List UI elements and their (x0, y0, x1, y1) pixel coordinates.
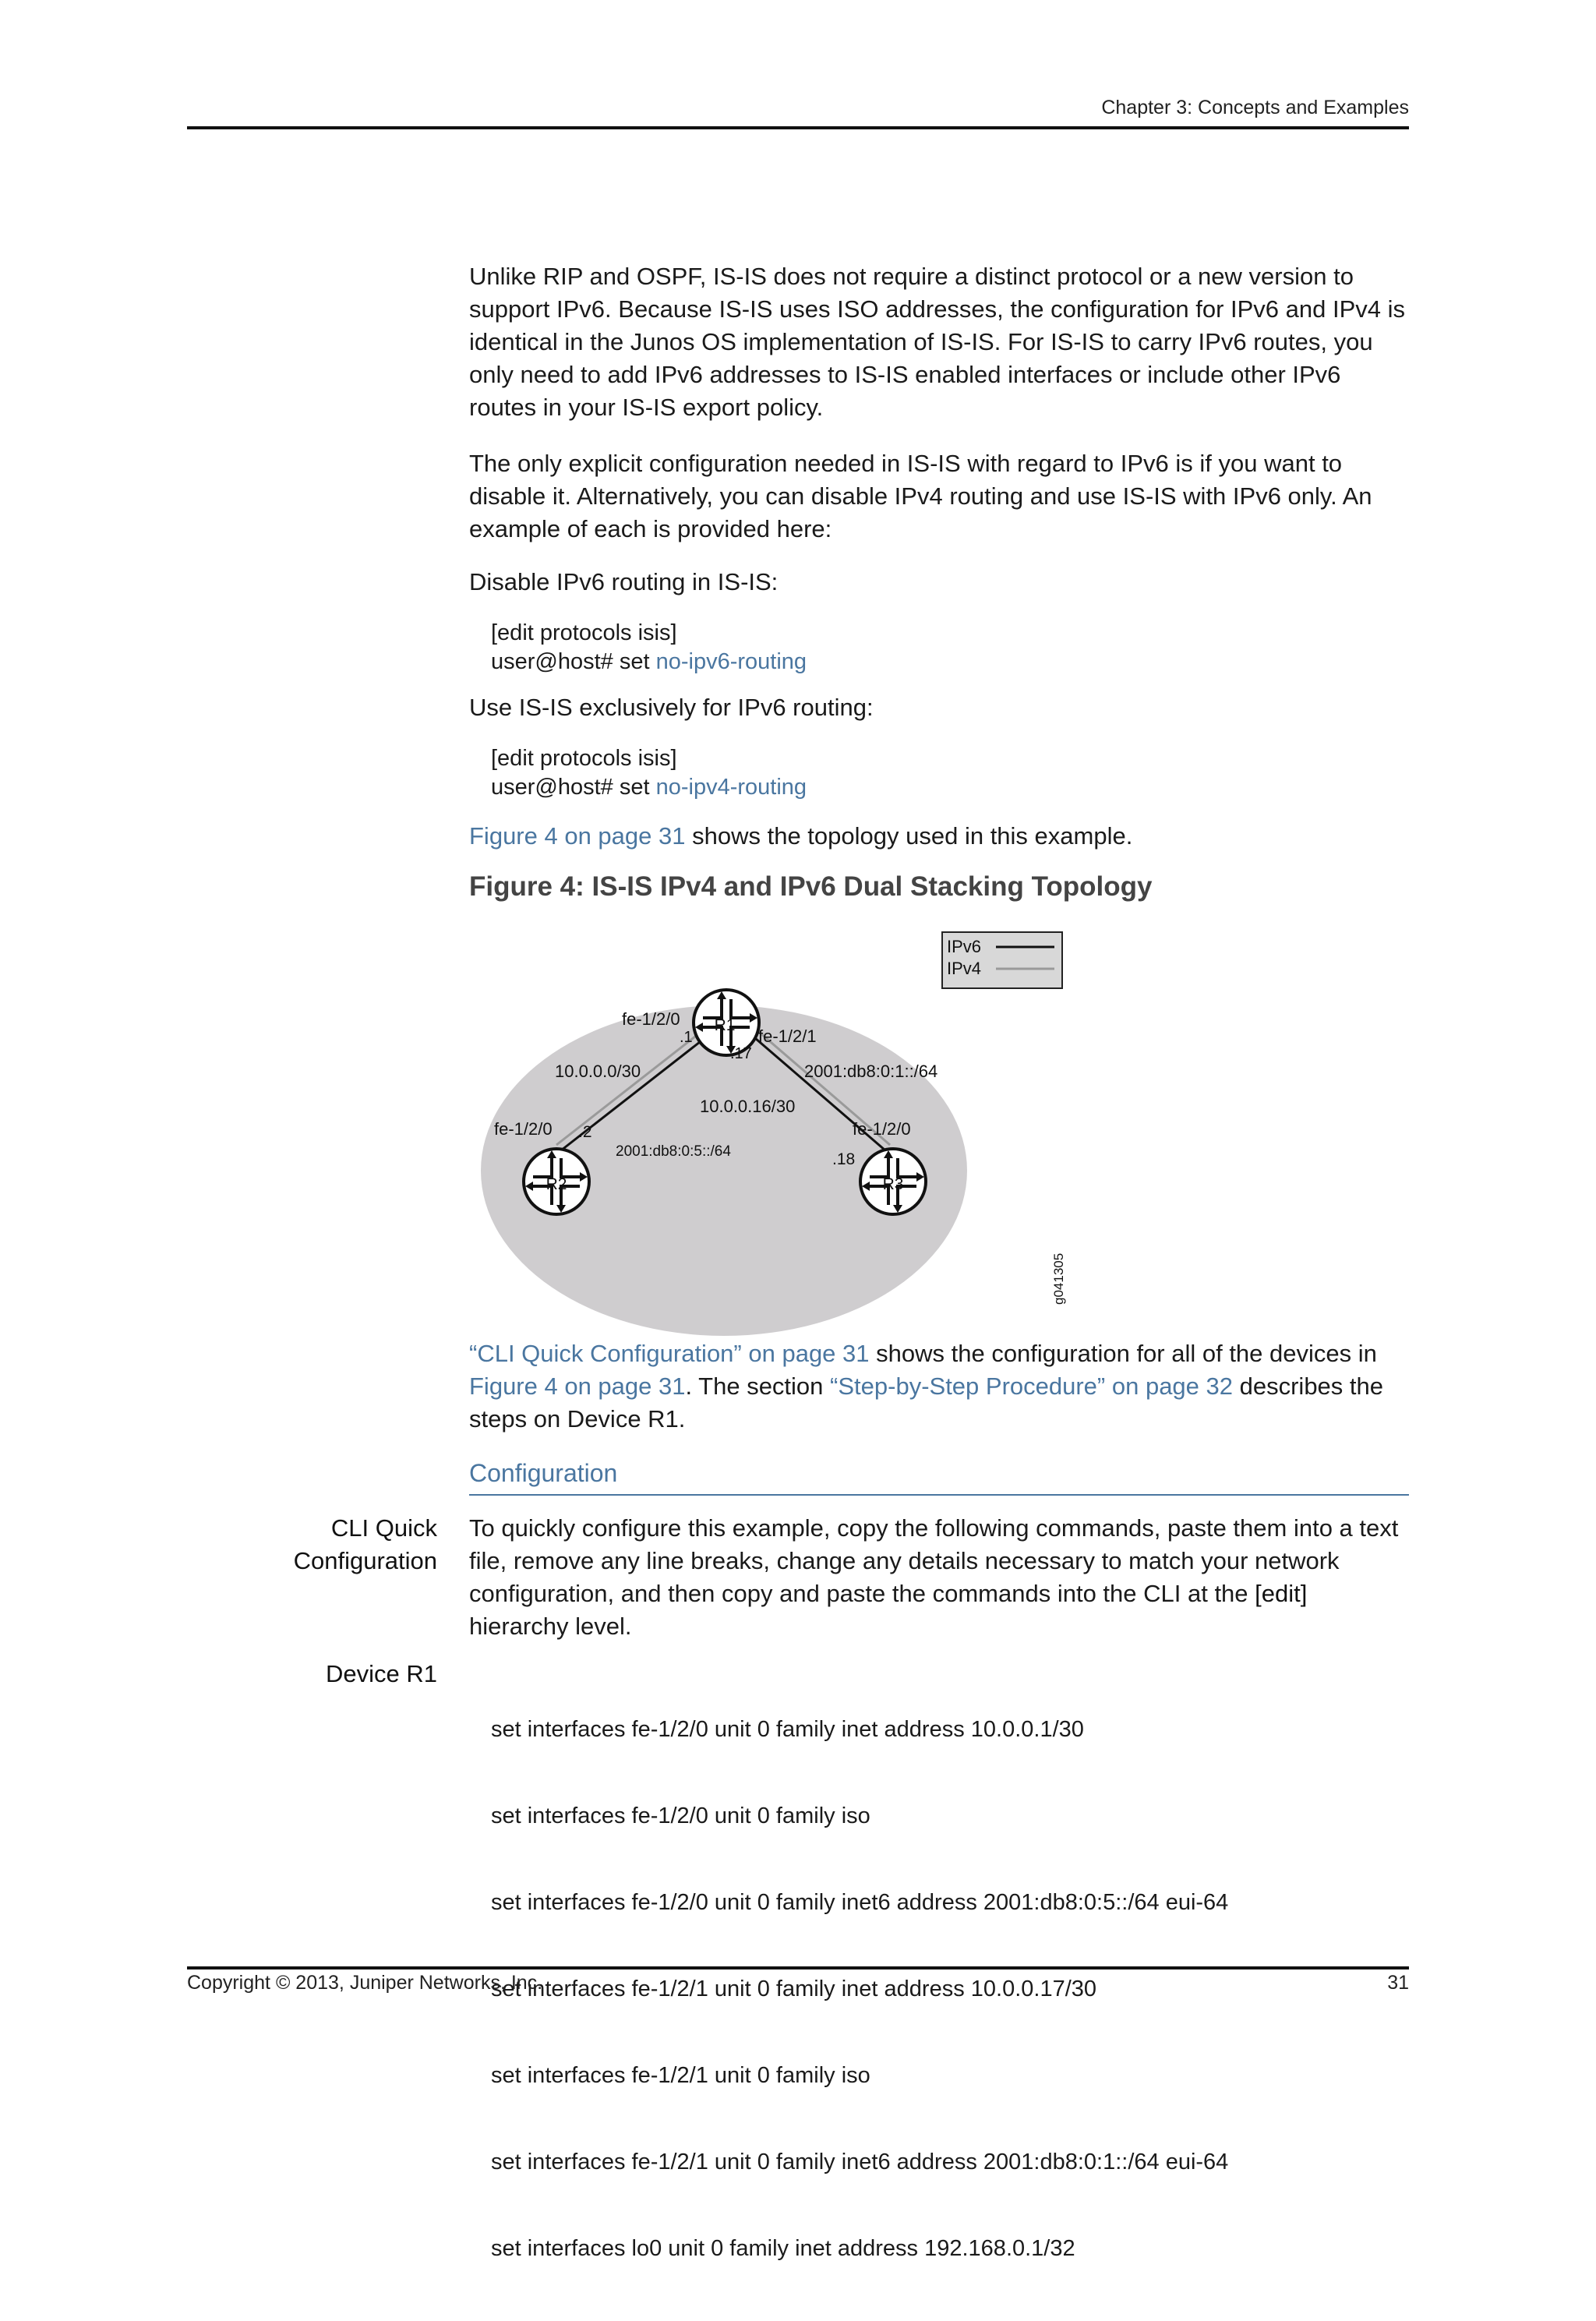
paragraph-text: shows the topology used in this example. (685, 822, 1133, 850)
step-by-step-link[interactable]: “Step-by-Step Procedure” on page 32 (830, 1372, 1234, 1400)
side-label-cli-quick-config (294, 1512, 437, 1577)
code-line: [edit protocols isis] (491, 620, 677, 645)
code-prompt: user@host# set (491, 775, 656, 800)
code-prompt: user@host# set (491, 649, 656, 674)
no-ipv6-routing-link[interactable]: no-ipv6-routing (655, 649, 807, 674)
network-left-ipv6: 2001:db8:0:5::/64 (616, 1143, 731, 1160)
code-line (491, 648, 807, 677)
running-header: Chapter 3: Concepts and Examples (1101, 97, 1409, 118)
cli-quick-config-link[interactable]: “CLI Quick Configuration” on page 31 (469, 1340, 870, 1367)
legend-ipv4-label: IPv4 (947, 959, 982, 978)
code-block-disable-ipv6 (491, 619, 807, 677)
paragraph-text: shows the configuration for all of the devices in (869, 1340, 1377, 1367)
figure-4-link[interactable]: Figure 4 on page 31 (469, 822, 686, 850)
footer-rule (187, 1966, 1409, 1969)
r1-interface-right: fe-1/2/1 (758, 1026, 817, 1046)
config-line: set interfaces fe-1/2/0 unit 0 family inet6 address 2001:db8:0:5::/64 eui-64 (491, 1890, 1229, 1915)
paragraph-text: To quickly configure this example, copy the following commands, paste them into a text file, remove any line breaks, change any details necessary to match your network configuration, and then copy and paste the commands into the CLI at the (469, 1514, 1399, 1607)
r1-address-right: .17 (730, 1045, 752, 1062)
edit-keyword: [edit] (1255, 1580, 1308, 1607)
paragraph-intro: Unlike RIP and OSPF, IS-IS does not require a distinct protocol or a new version to support IPv6. Because IS-IS uses ISO addresses, the configuration for IPv6 and IPv4 is identical in the Junos OS implementation of IS-IS. For IS-IS to carry IPv6 routes, you only need to add IPv6 addresses to IS-IS enabled interfaces or include other IPv6 routes in your IS-IS export policy. (469, 263, 1406, 421)
network-left-ipv4: 10.0.0.0/30 (555, 1062, 641, 1081)
config-line: set interfaces fe-1/2/1 unit 0 family inet address 10.0.0.17/30 (491, 1977, 1097, 2001)
side-label-device-r1: Device R1 (326, 1660, 437, 1687)
footer-copyright: Copyright © 2013, Juniper Networks, Inc. (187, 1972, 543, 1994)
r3-address: .18 (832, 1150, 856, 1168)
config-line: set interfaces fe-1/2/0 unit 0 family iso (491, 1803, 870, 1828)
paragraph-figure-ref (469, 820, 1132, 853)
code-block-disable-ipv4 (491, 744, 807, 802)
legend-ipv6-label: IPv6 (947, 937, 982, 956)
r3-interface: fe-1/2/0 (853, 1119, 911, 1139)
side-label-line: CLI Quick (330, 1514, 437, 1542)
figure-id: g041305 (1051, 1252, 1066, 1305)
figure-caption: Figure 4: IS-IS IPv4 and IPv6 Dual Stacking Topology (469, 871, 1153, 902)
router-r1-label: R1 (714, 1016, 736, 1034)
config-line: set interfaces fe-1/2/1 unit 0 family iso (491, 2063, 870, 2088)
router-r2-label: R2 (546, 1175, 567, 1193)
paragraph-text: hierarchy level. (469, 1613, 632, 1640)
paragraph-disable-ipv6: Disable IPv6 routing in IS-IS: (469, 568, 779, 595)
paragraph-text: . The section (685, 1372, 831, 1400)
network-right-ipv4: 10.0.0.16/30 (700, 1097, 796, 1116)
code-line: [edit protocols isis] (491, 746, 677, 771)
header-rule (187, 126, 1409, 129)
topology-diagram (469, 923, 1077, 1344)
network-right-ipv6: 2001:db8:0:1::/64 (804, 1062, 938, 1081)
paragraph-explicit-config: The only explicit configuration needed in IS-IS with regard to IPv6 is if you want to disable it. Alternatively, you can disable IPv4 routing and use IS-IS with IPv6 only. An example of each is provided here: (469, 450, 1372, 542)
paragraph-cli-ref (469, 1337, 1409, 1436)
r1-interface-left: fe-1/2/0 (622, 1009, 680, 1029)
code-line (491, 773, 807, 802)
r2-interface: fe-1/2/0 (494, 1119, 553, 1139)
config-line: set interfaces lo0 unit 0 family inet address 192.168.0.1/32 (491, 2236, 1075, 2261)
figure-4-link-2[interactable]: Figure 4 on page 31 (469, 1372, 686, 1400)
config-line: set interfaces fe-1/2/1 unit 0 family inet6 address 2001:db8:0:1::/64 eui-64 (491, 2150, 1229, 2174)
r1-address-left: .1 (680, 1029, 693, 1046)
paragraph-text: describes the steps on Device R1. (469, 1372, 1384, 1433)
section-rule (469, 1494, 1409, 1496)
section-heading-configuration: Configuration (469, 1459, 618, 1487)
r2-address: .2 (578, 1123, 592, 1141)
paragraph-ipv6-only: Use IS-IS exclusively for IPv6 routing: (469, 694, 874, 721)
no-ipv4-routing-link[interactable]: no-ipv4-routing (655, 775, 807, 800)
config-line: set interfaces fe-1/2/0 unit 0 family inet address 10.0.0.1/30 (491, 1717, 1084, 1742)
page-number: 31 (1387, 1972, 1409, 1994)
router-r3-label: R3 (882, 1175, 904, 1193)
side-label-line: Configuration (293, 1547, 437, 1574)
paragraph-cli-instructions (469, 1512, 1409, 1643)
code-block-r1-config (491, 1658, 1228, 2321)
